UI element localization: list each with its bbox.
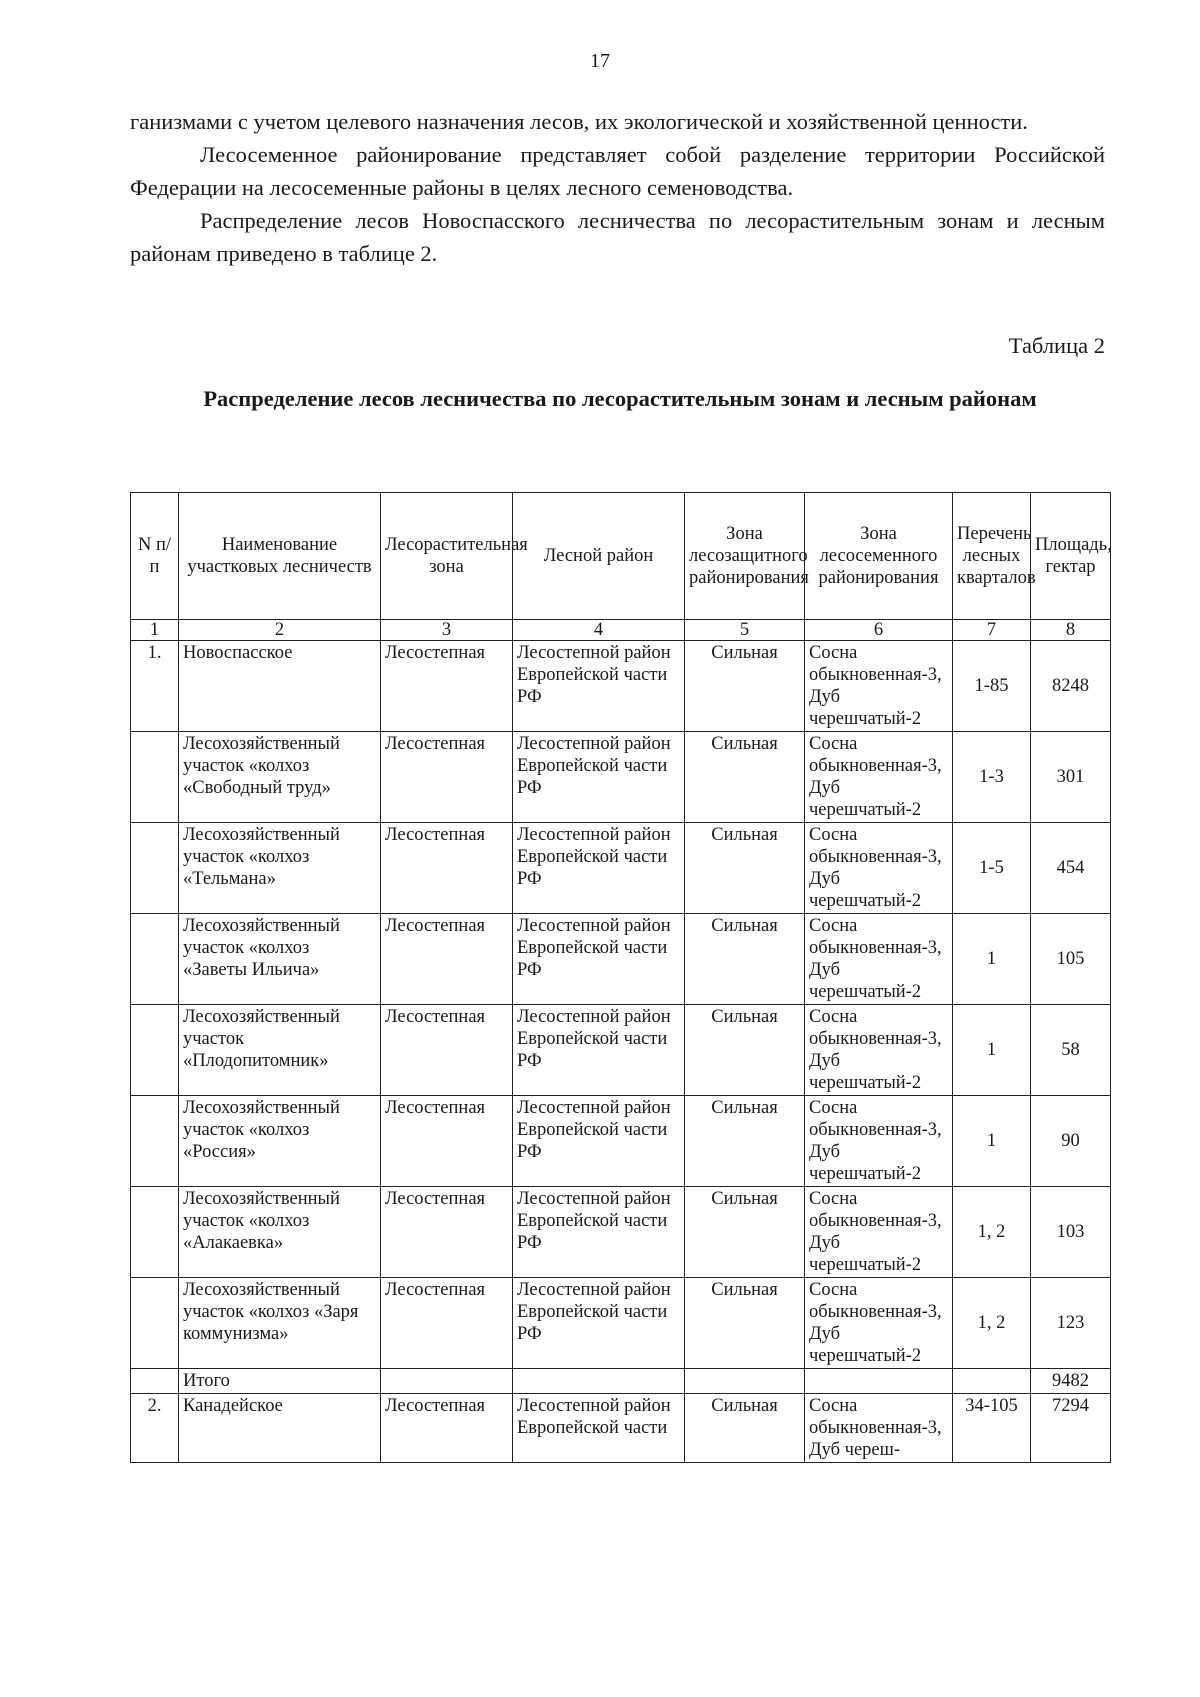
- row-zone: Лесостепная: [381, 641, 513, 732]
- column-number: 8: [1031, 620, 1111, 641]
- header-area: Площадь, гектар: [1031, 493, 1111, 620]
- row-number: [131, 1096, 179, 1187]
- total-empty-cell: [953, 1369, 1031, 1394]
- header-name: Наименование участковых лесничеств: [179, 493, 381, 620]
- row-quarters: 1-5: [953, 823, 1031, 914]
- row-protection: Сильная: [685, 1278, 805, 1369]
- row-protection: Сильная: [685, 823, 805, 914]
- row-number: [131, 1278, 179, 1369]
- row-area: 454: [1031, 823, 1111, 914]
- row-protection: Сильная: [685, 914, 805, 1005]
- page-number: 17: [590, 50, 610, 72]
- header-protection: Зона лесозащитного районирования: [685, 493, 805, 620]
- row-quarters: 34-105: [953, 1394, 1031, 1463]
- row-quarters: 1: [953, 1005, 1031, 1096]
- row-district: Лесостепной район Европейской части: [513, 1394, 685, 1463]
- total-row: [131, 1369, 1111, 1394]
- header-district: Лесной район: [513, 493, 685, 620]
- column-number: 6: [805, 620, 953, 641]
- row-name: Канадейское: [179, 1394, 381, 1463]
- row-area: 58: [1031, 1005, 1111, 1096]
- row-quarters: 1, 2: [953, 1278, 1031, 1369]
- column-number: 3: [381, 620, 513, 641]
- table-row: [131, 1005, 1111, 1096]
- row-name: Лесохозяйственный участок «колхоз «Свободный труд»: [179, 732, 381, 823]
- row-area: 123: [1031, 1278, 1111, 1369]
- total-empty-cell: [513, 1369, 685, 1394]
- row-protection: Сильная: [685, 641, 805, 732]
- row-district: Лесостепной район Европейской части РФ: [513, 1187, 685, 1278]
- table-title: Распределение лесов лесничества по лесорастительным зонам и лесным районам: [203, 386, 1037, 411]
- row-quarters: 1: [953, 1096, 1031, 1187]
- row-zone: Лесостепная: [381, 823, 513, 914]
- total-empty-cell: [131, 1369, 179, 1394]
- row-district: Лесостепной район Европейской части РФ: [513, 1005, 685, 1096]
- forest-distribution-table: [130, 492, 1111, 1463]
- column-number-row: [131, 620, 1111, 641]
- row-seed: Сосна обыкновенная-3, Дуб череш-: [805, 1394, 953, 1463]
- row-seed: Сосна обыкновенная-3, Дуб черешчатый-2: [805, 732, 953, 823]
- row-protection: Сильная: [685, 1187, 805, 1278]
- row-zone: Лесостепная: [381, 1278, 513, 1369]
- row-zone: Лесостепная: [381, 1096, 513, 1187]
- paragraph-1: ганизмами с учетом целевого назначения лесов, их экологической и хозяйственной ценности.: [130, 109, 1028, 134]
- table-row: [131, 914, 1111, 1005]
- row-district: Лесостепной район Европейской части РФ: [513, 1278, 685, 1369]
- paragraph-2: Лесосеменное районирование представляет собой разделение территории Российской Федерации на лесосеменные районы в целях лесного семеноводства.: [130, 142, 1105, 200]
- header-quarters: Перечень лесных кварталов: [953, 493, 1031, 620]
- header-zone: Лесорастительная зона: [381, 493, 513, 620]
- header-seed: Зона лесосеменного районирования: [805, 493, 953, 620]
- row-district: Лесостепной район Европейской части РФ: [513, 914, 685, 1005]
- row-name: Лесохозяйственный участок «колхоз «Заветы Ильича»: [179, 914, 381, 1005]
- row-area: 105: [1031, 914, 1111, 1005]
- row-protection: Сильная: [685, 732, 805, 823]
- row-number: [131, 1187, 179, 1278]
- row-name: Лесохозяйственный участок «Плодопитомник»: [179, 1005, 381, 1096]
- row-number: 1.: [131, 641, 179, 732]
- row-protection: Сильная: [685, 1005, 805, 1096]
- row-area: 7294: [1031, 1394, 1111, 1463]
- column-number: 5: [685, 620, 805, 641]
- total-label: Итого: [179, 1369, 381, 1394]
- column-number: 4: [513, 620, 685, 641]
- row-quarters: 1: [953, 914, 1031, 1005]
- row-seed: Сосна обыкновенная-3, Дуб черешчатый-2: [805, 1278, 953, 1369]
- row-district: Лесостепной район Европейской части РФ: [513, 641, 685, 732]
- row-number: [131, 823, 179, 914]
- row-zone: Лесостепная: [381, 1394, 513, 1463]
- column-number: 2: [179, 620, 381, 641]
- table-row: [131, 1187, 1111, 1278]
- row-district: Лесостепной район Европейской части РФ: [513, 732, 685, 823]
- table-row: [131, 641, 1111, 732]
- column-number: 7: [953, 620, 1031, 641]
- body-text: [130, 105, 1105, 270]
- row-quarters: 1, 2: [953, 1187, 1031, 1278]
- table-row: [131, 1278, 1111, 1369]
- row-protection: Сильная: [685, 1096, 805, 1187]
- row-protection: Сильная: [685, 1394, 805, 1463]
- row-area: 301: [1031, 732, 1111, 823]
- row-district: Лесостепной район Европейской части РФ: [513, 1096, 685, 1187]
- header-row: [131, 493, 1111, 620]
- row-quarters: 1-3: [953, 732, 1031, 823]
- table-row: [131, 1394, 1111, 1463]
- total-area: 9482: [1031, 1369, 1111, 1394]
- row-district: Лесостепной район Европейской части РФ: [513, 823, 685, 914]
- row-seed: Сосна обыкновенная-3, Дуб черешчатый-2: [805, 1005, 953, 1096]
- header-number: N п/п: [131, 493, 179, 620]
- row-zone: Лесостепная: [381, 1005, 513, 1096]
- row-quarters: 1-85: [953, 641, 1031, 732]
- row-zone: Лесостепная: [381, 1187, 513, 1278]
- row-seed: Сосна обыкновенная-3, Дуб черешчатый-2: [805, 1187, 953, 1278]
- row-area: 8248: [1031, 641, 1111, 732]
- column-number: 1: [131, 620, 179, 641]
- row-number: 2.: [131, 1394, 179, 1463]
- total-empty-cell: [685, 1369, 805, 1394]
- table-row: [131, 732, 1111, 823]
- row-number: [131, 1005, 179, 1096]
- row-area: 90: [1031, 1096, 1111, 1187]
- row-seed: Сосна обыкновенная-3, Дуб черешчатый-2: [805, 641, 953, 732]
- row-name: Лесохозяйственный участок «колхоз «Тельмана»: [179, 823, 381, 914]
- row-area: 103: [1031, 1187, 1111, 1278]
- row-number: [131, 732, 179, 823]
- row-number: [131, 914, 179, 1005]
- total-empty-cell: [805, 1369, 953, 1394]
- table-row: [131, 823, 1111, 914]
- row-seed: Сосна обыкновенная-3, Дуб черешчатый-2: [805, 914, 953, 1005]
- row-name: Лесохозяйственный участок «колхоз «Алакаевка»: [179, 1187, 381, 1278]
- table-label: Таблица 2: [1008, 333, 1105, 358]
- row-seed: Сосна обыкновенная-3, Дуб черешчатый-2: [805, 823, 953, 914]
- table-row: [131, 1096, 1111, 1187]
- row-zone: Лесостепная: [381, 732, 513, 823]
- row-name: Новоспасское: [179, 641, 381, 732]
- paragraph-3: Распределение лесов Новоспасского лесничества по лесорастительным зонам и лесным районам приведено в таблице 2.: [130, 208, 1105, 266]
- row-seed: Сосна обыкновенная-3, Дуб черешчатый-2: [805, 1096, 953, 1187]
- row-zone: Лесостепная: [381, 914, 513, 1005]
- row-name: Лесохозяйственный участок «колхоз «Заря коммунизма»: [179, 1278, 381, 1369]
- total-empty-cell: [381, 1369, 513, 1394]
- row-name: Лесохозяйственный участок «колхоз «Россия»: [179, 1096, 381, 1187]
